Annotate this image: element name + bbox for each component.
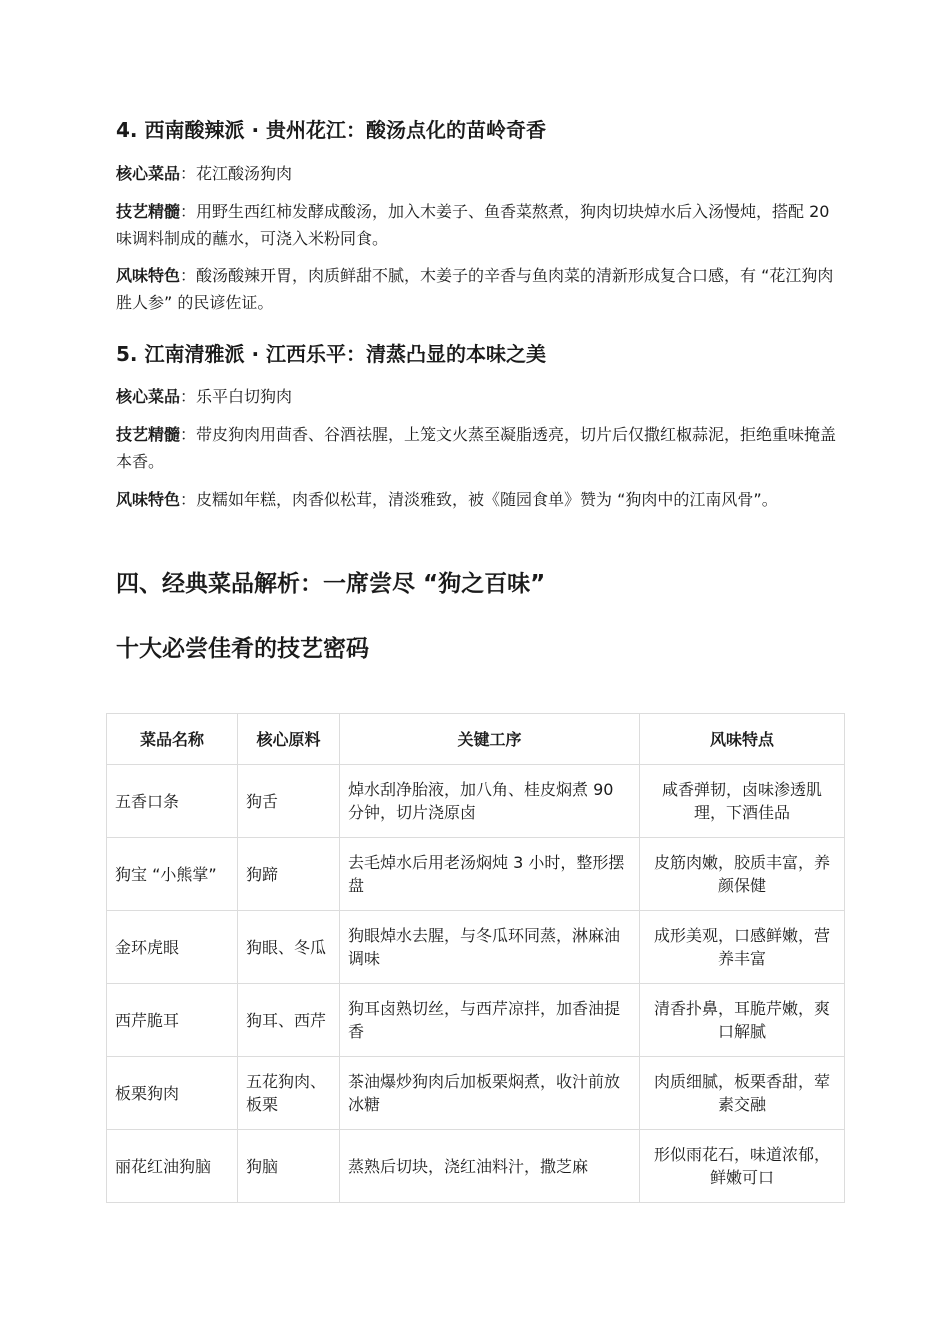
item-label: 风味特色 — [116, 266, 181, 285]
cell-dish-name: 五香口条 — [107, 765, 238, 838]
table-row — [107, 1057, 845, 1130]
cell-flavor: 形似雨花石，味道浓郁，鲜嫩可口 — [640, 1130, 845, 1203]
table-header-row — [107, 714, 845, 765]
item-text: 酸汤酸辣开胃，肉质鲜甜不腻，木姜子的辛香与鱼肉菜的清新形成复合口感，有 “花江狗肉胜人参” 的民谚佐证。 — [116, 266, 834, 312]
header-dish-name: 菜品名称 — [107, 714, 238, 765]
item-sep: ： — [180, 425, 197, 444]
dishes-table — [106, 713, 845, 1203]
section-5-title: 5. 江南清雅派 · 江西乐平：清蒸凸显的本味之美 — [116, 342, 546, 366]
cell-core-ingredient: 狗眼、冬瓜 — [238, 911, 340, 984]
item-text: 乐平白切狗肉 — [196, 387, 293, 406]
table-row — [107, 984, 845, 1057]
cell-core-ingredient: 五花狗肉、板栗 — [238, 1057, 340, 1130]
cell-dish-name: 金环虎眼 — [107, 911, 238, 984]
cell-key-process: 去毛焯水后用老汤焖炖 3 小时，整形摆盘 — [340, 838, 640, 911]
item-label: 核心菜品 — [116, 164, 181, 183]
section-5-core-dish — [116, 383, 838, 410]
cell-core-ingredient: 狗蹄 — [238, 838, 340, 911]
item-label: 风味特色 — [116, 490, 181, 509]
chapter-title: 四、经典菜品解析：一席尝尽 “狗之百味” — [116, 571, 546, 597]
cell-key-process: 狗耳卤熟切丝，与西芹凉拌，加香油提香 — [340, 984, 640, 1057]
cell-core-ingredient: 狗耳、西芹 — [238, 984, 340, 1057]
cell-flavor: 成形美观，口感鲜嫩，营养丰富 — [640, 911, 845, 984]
section-4-technique — [116, 198, 838, 252]
cell-dish-name: 板栗狗肉 — [107, 1057, 238, 1130]
cell-flavor: 咸香弹韧，卤味渗透肌理，下酒佳品 — [640, 765, 845, 838]
table-row — [107, 765, 845, 838]
cell-dish-name: 西芹脆耳 — [107, 984, 238, 1057]
item-text: 花江酸汤狗肉 — [196, 164, 293, 183]
table-row — [107, 1130, 845, 1203]
item-sep: ： — [180, 387, 197, 406]
table-row — [107, 838, 845, 911]
header-core-ingredient: 核心原料 — [238, 714, 340, 765]
cell-key-process: 茶油爆炒狗肉后加板栗焖煮，收汁前放冰糖 — [340, 1057, 640, 1130]
cell-key-process: 蒸熟后切块，浇红油料汁，撒芝麻 — [340, 1130, 640, 1203]
cell-key-process: 焯水刮净胎液，加八角、桂皮焖煮 90 分钟，切片浇原卤 — [340, 765, 640, 838]
header-key-process: 关键工序 — [340, 714, 640, 765]
item-text: 带皮狗肉用茴香、谷酒祛腥，上笼文火蒸至凝脂透亮，切片后仅撒红椒蒜泥，拒绝重味掩盖本香。 — [116, 425, 837, 471]
item-sep: ： — [180, 490, 197, 509]
item-sep: ： — [180, 202, 197, 221]
section-4-core-dish — [116, 160, 838, 187]
section-5-flavor — [116, 486, 838, 513]
item-sep: ： — [180, 164, 197, 183]
cell-core-ingredient: 狗舌 — [238, 765, 340, 838]
section-4-title: 4. 西南酸辣派 · 贵州花江：酸汤点化的苗岭奇香 — [116, 118, 546, 142]
header-flavor: 风味特点 — [640, 714, 845, 765]
sub-title: 十大必尝佳肴的技艺密码 — [116, 636, 369, 662]
cell-flavor: 皮筋肉嫩，胶质丰富，养颜保健 — [640, 838, 845, 911]
item-label: 技艺精髓 — [116, 202, 181, 221]
cell-key-process: 狗眼焯水去腥，与冬瓜环同蒸，淋麻油调味 — [340, 911, 640, 984]
item-sep: ： — [180, 266, 197, 285]
cell-core-ingredient: 狗脑 — [238, 1130, 340, 1203]
cell-flavor: 清香扑鼻，耳脆芹嫩，爽口解腻 — [640, 984, 845, 1057]
item-label: 技艺精髓 — [116, 425, 181, 444]
cell-flavor: 肉质细腻，板栗香甜，荤素交融 — [640, 1057, 845, 1130]
section-4-flavor — [116, 262, 838, 316]
cell-dish-name: 丽花红油狗脑 — [107, 1130, 238, 1203]
item-label: 核心菜品 — [116, 387, 181, 406]
table-row — [107, 911, 845, 984]
section-5-technique — [116, 421, 838, 475]
item-text: 皮糯如年糕，肉香似松茸，清淡雅致，被《随园食单》赞为 “狗肉中的江南风骨”。 — [196, 490, 778, 509]
item-text: 用野生西红柿发酵成酸汤，加入木姜子、鱼香菜熬煮，狗肉切块焯水后入汤慢炖，搭配 20 味调料制成的蘸水，可浇入米粉同食。 — [116, 202, 830, 248]
cell-dish-name: 狗宝 “小熊掌” — [107, 838, 238, 911]
